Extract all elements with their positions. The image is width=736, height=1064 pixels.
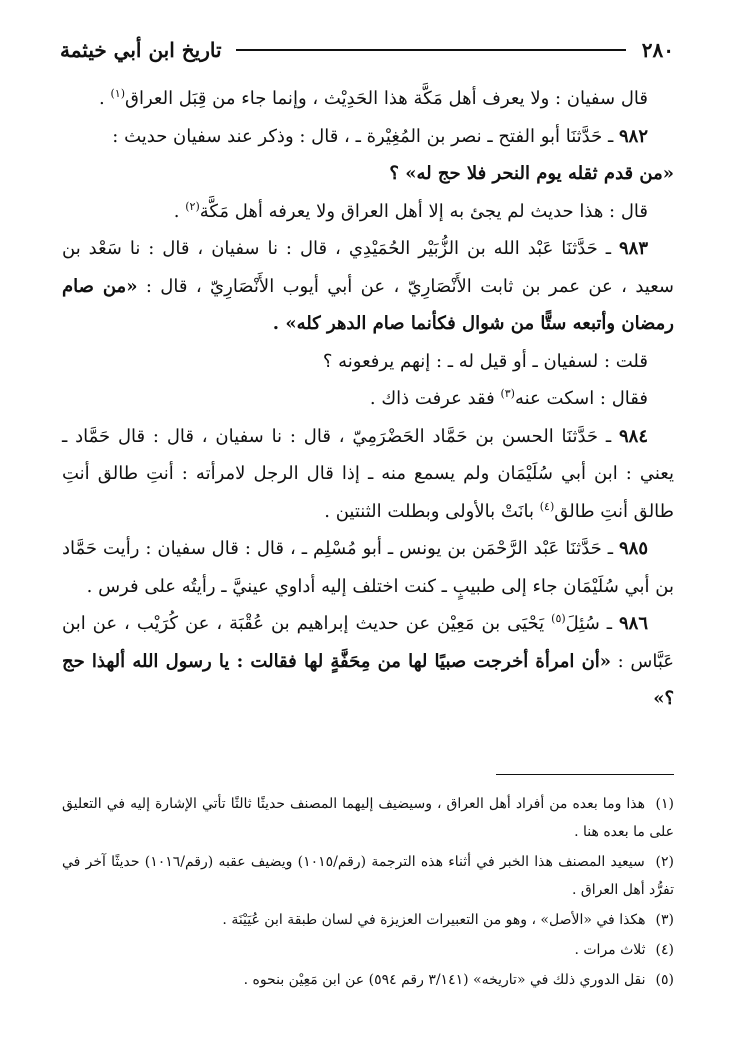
footnote-ref-3: (٣)	[500, 387, 515, 400]
hadith-985	[62, 530, 674, 605]
footnote-mark: (٥)	[655, 972, 674, 988]
hadith-983-isnad: ـ حَدَّثنَا عَبْد الله بن الزُّبَيْر الحُمَيْدِي ، قال : نا سفيان ، قال : نا سَعْد بن سعيد ، عن عمر بن ثابت الأَنْصَارِيّ ، عن أبي أيوب الأَنْصَارِيّ ، قال :	[62, 238, 674, 297]
paragraph-1	[62, 80, 674, 118]
footnote	[62, 848, 674, 904]
hadith-983-matn: «من صام رمضان وأتبعه ستًّا من شوال فكأنما صام الدهر كله» .	[62, 275, 674, 334]
page-number: ٢٨٠	[641, 38, 674, 62]
footnote-text: سيعيد المصنف هذا الخبر في أثناء هذه الترجمة (رقم/١٠١٥) ويضيف عقبه (رقم/١٠١٦) حديثًا آخر في تفرُّد أهل العراق .	[62, 854, 674, 898]
hadith-number-983: ٩٨٣	[618, 238, 648, 259]
footnote-ref-1: (١)	[110, 87, 125, 100]
footnote-separator	[496, 774, 674, 775]
hadith-982-isnad: ـ حَدَّثنَا أبو الفتح ـ نصر بن المُغِيْرة ـ ، قال : وذكر عند سفيان حديث :	[112, 125, 619, 147]
page-header	[60, 32, 674, 68]
paragraph-6	[62, 380, 674, 418]
running-title: تاريخ ابن أبي خيثمة	[60, 38, 222, 62]
hadith-number-982: ٩٨٢	[618, 125, 648, 147]
hadith-984-end: بانَتْ بالأولى وبطلت الثنتين .	[324, 500, 540, 522]
hadith-982-matn: «من قدم ثقله يوم النحر فلا حج له» ؟	[389, 163, 674, 184]
hadith-number-985: ٩٨٥	[618, 538, 648, 559]
paragraph-5: قلت : لسفيان ـ أو قيل له ـ : إنهم يرفعونه ؟	[322, 350, 648, 372]
header-rule	[236, 49, 626, 51]
paragraph-3-text: قال : هذا حديث لم يجئ به إلا أهل العراق ولا يعرفه أهل مَكَّة	[199, 200, 648, 222]
footnote-mark: (٣)	[655, 912, 674, 928]
footnote-text: ثلاث مرات .	[574, 942, 646, 958]
hadith-986-lead: ـ سُئِلَ	[565, 613, 619, 634]
paragraph-6-end: فقد عرفت ذاك .	[369, 388, 501, 409]
paragraph-3-end: .	[173, 200, 186, 222]
paragraph-1-text: قال سفيان : ولا يعرف أهل مَكَّة هذا الحَدِيْث ، وإنما جاء من قِبَل العراق	[125, 88, 648, 109]
hadith-982	[62, 118, 674, 193]
footnotes	[62, 790, 674, 996]
footnote-ref-2: (٢)	[185, 199, 200, 213]
hadith-number-986: ٩٨٦	[618, 613, 648, 634]
footnote-mark: (١)	[655, 796, 675, 812]
hadith-983	[62, 230, 674, 343]
paragraph-3	[62, 193, 674, 231]
footnote-text: هذا وما بعده من أفراد أهل العراق ، وسيضيف إليهما المصنف حديثًا ثالثًا تأتي الإشارة إليه في التعليق على ما بعده هنا .	[62, 796, 674, 840]
footnote-mark: (٤)	[655, 942, 674, 958]
hadith-984-text: ـ حَدَّثنَا الحسن بن حَمَّاد الحَضْرَمِيّ ، قال : نا سفيان ، قال : قال حَمَّاد ـ يعني : ابن أبي سُلَيْمَان ولم يسمع منه ـ إذا قال الرجل لامرأته : أنتِ طالق أنتِ طالق أنتِ طالق	[62, 425, 674, 522]
footnote-ref-5: (٥)	[551, 612, 566, 625]
hadith-986	[62, 605, 674, 718]
footnote-mark: (٢)	[655, 854, 674, 870]
paragraph-1-end: .	[99, 88, 111, 109]
footnote	[62, 966, 674, 994]
footnote-ref-4: (٤)	[539, 499, 555, 513]
footnote-text: نقل الدوري ذلك في «تاريخه» (٣/١٤١ رقم ٥٩٤) عن ابن مَعِيْن بنحوه .	[243, 972, 646, 988]
footnote-text: هكذا في «الأصل» ، وهو من التعبيرات العزيزة في لسان طبقة ابن عُيَيْنَة .	[222, 912, 646, 928]
hadith-986-matn: «أن امرأة أخرجت صبيًا لها من مِحَفَّةٍ لها فقالت : يا رسول الله ألهذا حج ؟»	[62, 650, 674, 709]
footnote	[62, 936, 674, 964]
hadith-984	[62, 418, 674, 531]
hadith-985-text: ـ حَدَّثنَا عَبْد الرَّحْمَن بن يونس ـ أبو مُسْلِم ـ ، قال : قال سفيان : رأيت حَمَّاد بن أبي سُلَيْمَان جاء إلى طبيبٍ ـ كنت اختلف إليه أداوي عينيَّ ـ رأيتُه على فرس .	[62, 538, 674, 597]
hadith-986-isnad: يَحْيَى بن مَعِيْن عن حديث إبراهيم بن عُقْبَة ، عن كُرَيْب ، عن ابن عَبَّاس :	[62, 613, 675, 672]
footnote	[62, 790, 674, 846]
paragraph-6-text: فقال : اسكت عنه	[514, 388, 648, 409]
footnote	[62, 906, 674, 934]
main-text	[62, 80, 674, 718]
hadith-number-984: ٩٨٤	[618, 425, 648, 447]
